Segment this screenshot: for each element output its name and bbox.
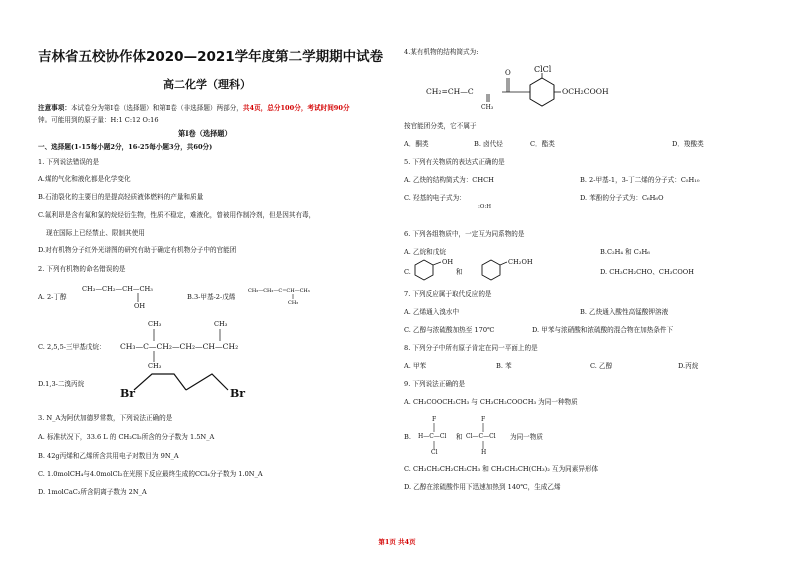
q5-c-symbol: :O:H [478,204,492,210]
q2-option-c-label: C. 2,5,5-三甲基戊烷： [38,343,106,351]
q9-b-bonds [433,423,493,451]
q2-a-bond [137,293,139,302]
q4-struct-left: CH₂=CH—C [426,87,474,96]
q7-option-d: D. 甲苯与浓硝酸和浓硫酸的混合物在加热条件下 [532,326,674,334]
q4-struct-right: OCH₂COOH [562,87,609,96]
q8-option-a: A. 甲苯 [404,362,427,370]
q9-b-cl1: Cl [431,449,438,456]
q4-option-a: A．酮类 [404,140,429,148]
q3-option-b: B. 42g丙烯和乙烯所含共用电子对数目为 9N_A [38,452,179,460]
q5-option-c: C. 羟基的电子式为： [404,194,466,202]
q3-option-c: C. 1.0molCH₄与4.0molCl₂在光照下反应最终生成的CCl₄分子数为 1.0N_A [38,470,263,478]
q4-option-c: C．酯类 [530,140,555,148]
notes-text-1b: 共4页，总分100分，考试时间90分 [242,104,350,112]
q6-option-a: A. 乙烷和戊烷 [404,248,446,256]
q9-b-f2: F [481,416,486,423]
q4-struct-o: O [505,69,511,77]
exam-title: 吉林省五校协作体2020—2021学年度第二学期期中试卷 [38,49,384,65]
q2-option-a-label: A. 2-丁醇 [38,293,67,301]
q5-option-d: D. 苯酚的分子式为：C₆H₆O [580,194,664,202]
q4-stem: 4.某有机物的结构简式为: [404,48,479,56]
notes-line-1 [38,104,350,112]
q9-b-cl-c-cl: Cl—C—Cl [466,433,496,440]
q2-option-b-label: B.3-甲基-2-戊烯 [187,293,236,301]
q3-option-d: D. 1molCaC₂所含阴离子数为 2N_A [38,488,147,496]
q9-option-b-label: B. [404,433,411,441]
notes-label: 注意事项： [38,104,71,112]
q2-c-top1: CH₃ [148,320,162,328]
q6-option-d: D. CH₃CH₂CHO、CH₃COOH [600,268,694,276]
notes-line-2: 钟。可能用到的原子量：H:1 C:12 O:16 [38,116,159,124]
svg-text:CH₃—CH₂—C=CH—CH₃: CH₃—CH₂—C=CH—CH₃ [248,288,310,294]
q4-prompt: 按官能团分类，它不属于 [404,122,477,130]
q7-option-c: C. 乙醇与浓硫酸加热至 170℃ [404,326,495,334]
q1-option-d: D.对有机物分子红外光谱图的研究有助于确定有机物分子中的官能团 [38,246,237,254]
q6-c-ch2oh: CH₂OH [508,258,533,266]
q7-option-a: A. 乙烯通入溴水中 [404,308,460,316]
q1-option-c-line2: 现在国际上已经禁止、限制其使用 [46,229,145,237]
q2-option-a-oh: OH [134,302,146,310]
q2-option-a-chain: CH₃—CH₂—CH—CH₃ [82,285,153,293]
q5-stem: 5. 下列有关物质的表达式正确的是 [404,158,505,166]
q8-stem: 8. 下列分子中所有原子肯定在同一平面上的是 [404,344,538,352]
q6-c-and: 和 [456,268,463,276]
q8-option-d: D.丙烷 [678,362,699,370]
q2-option-d-label: D.1,3-二溴丙烷 [38,380,85,388]
q6-c-oh: OH [442,258,454,266]
q8-option-c: C. 乙醇 [590,362,613,370]
section-heading: 第Ⅰ卷（选择题） [178,129,232,138]
q6-option-c-label: C. [404,268,411,276]
q6-option-b: B.C₂H₄ 和 C₃H₆ [600,248,650,256]
q2-c-chain: CH₃—C—CH₂—CH₂—CH—CH₂ [120,342,239,351]
q9-option-a: A. CH₃COOCH₂CH₃ 与 CH₃CH₂COOCH₃ 为同一种物质 [404,398,578,406]
q2-c-bonds [150,329,230,363]
q8-option-b: B. 苯 [496,362,512,370]
q7-stem: 7. 下列反应属于取代反应的是 [404,290,492,298]
section-instruction: 一、选择题(1-15每小题2分，16-25每小题3分，共60分) [38,143,213,151]
notes-text-1a: 本试卷分为第Ⅰ卷（选择题）和第Ⅱ卷（非选择题）两部分， [70,104,243,112]
q5-option-b: B. 2-甲基-1，3-丁二烯的分子式：C₅H₁₀ [580,176,700,184]
q3-option-a: A. 标准状况下，33.6 L 的 CH₂Cl₂所含的分子数为 1.5N_A [38,433,215,441]
page-footer: 第1页 共4页 [378,538,416,546]
q1-option-a: A.煤的气化和液化都是化学变化 [38,175,131,183]
q3-stem: 3. N_A为阿伏加德罗常数，下列说法正确的是 [38,414,173,422]
q7-option-b: B. 乙炔通入酸性高锰酸钾溶液 [580,308,669,316]
q4-option-b: B. 卤代烃 [474,140,503,148]
q2-c-top2: CH₃ [214,320,228,328]
q2-b-structure [248,285,328,305]
q9-stem: 9. 下列说法正确的是 [404,380,466,388]
q1-option-c-line1: C.氟利昂是含有氟和氯的烷烃衍生物，性质不稳定，难液化，曾被用作制冷剂，但是因其有毒， [38,211,316,219]
q2-stem: 2. 下列有机物的命名错误的是 [38,265,126,273]
q4-option-d: D．羧酸类 [672,140,704,148]
q6-stem: 6. 下列各组物质中，一定互为同系物的是 [404,230,525,238]
q9-b-h-c-cl: H—C—Cl [418,433,447,440]
q9-b-and: 和 [456,433,463,441]
q2-d-br1: Br [120,387,136,400]
q1-stem: 1. 下列说法错误的是 [38,158,100,166]
svg-text:CH₃: CH₃ [288,300,299,306]
q2-c-bottom: CH₃ [148,362,162,370]
q4-struct-cl: ClCl [534,65,552,74]
q1-option-b: B.石油裂化的主要目的是提高轻质液体燃料的产量和质量 [38,193,204,201]
q9-option-d: D. 乙醇在浓硫酸作用下迅速加热到 140℃，生成乙烯 [404,483,561,491]
q2-d-br2: Br [230,387,246,400]
q9-option-c: C. CH₃CH₂CH₂CH₂CH₃ 和 CH₃CH₂CH(CH₃)₂ 互为同素异形体 [404,465,599,473]
q9-b-h2: H [481,449,487,456]
q9-b-f1: F [432,416,437,423]
exam-subtitle: 高二化学（理科） [163,78,251,91]
q9-b-tail: 为同一物质 [510,433,543,441]
q4-struct-ch3: CH₃ [481,104,494,111]
q5-option-a: A. 乙炔的结构简式为：CHCH [404,176,494,184]
